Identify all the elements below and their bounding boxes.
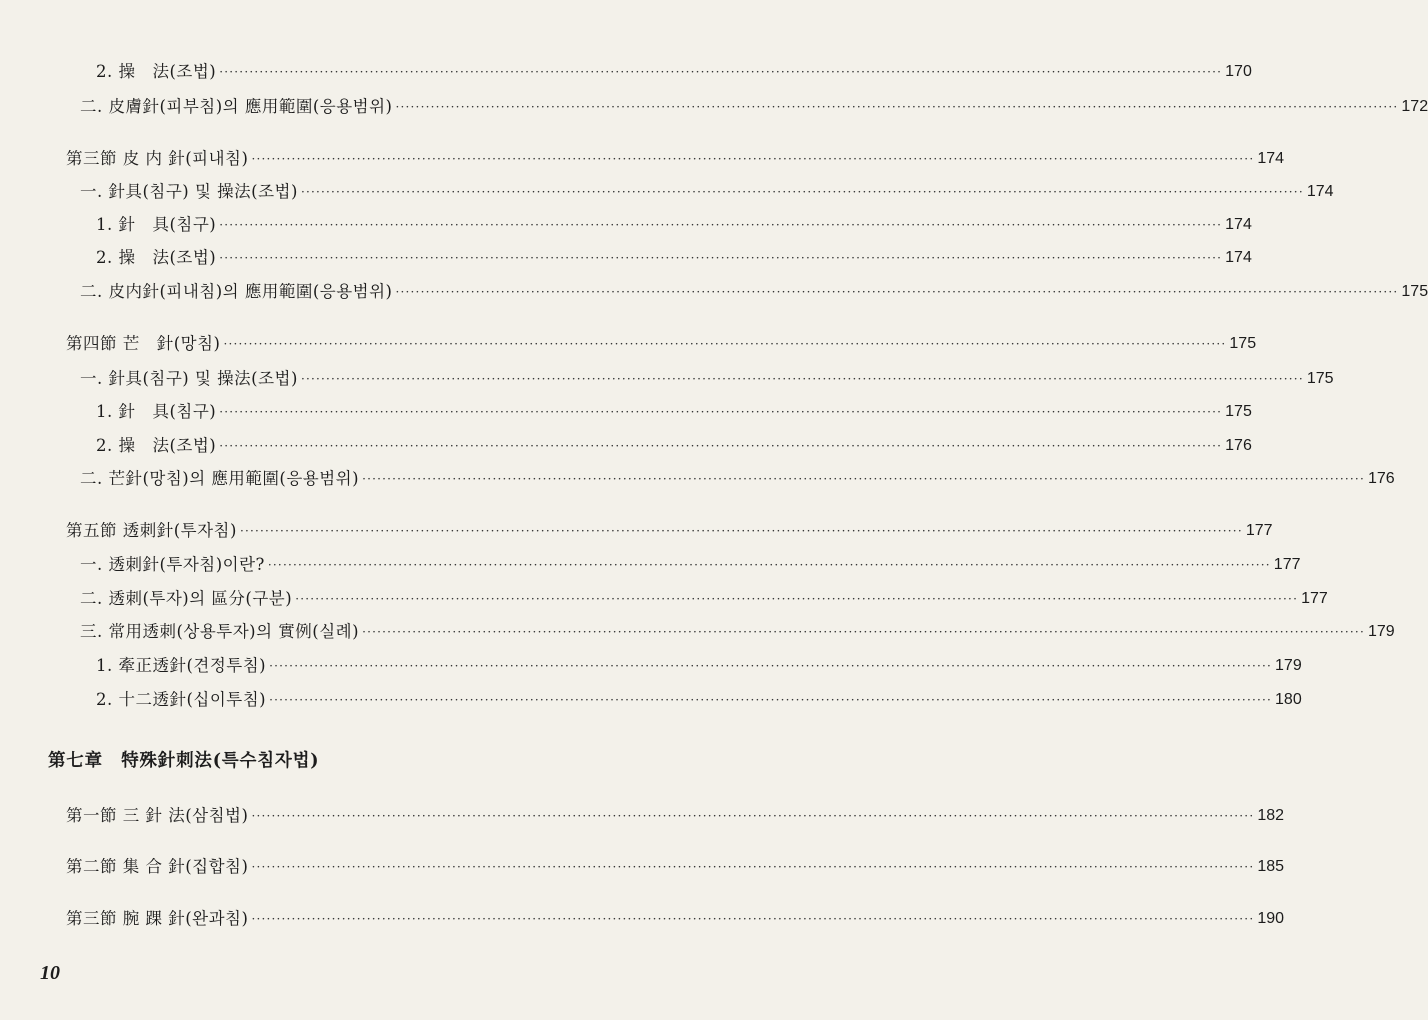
- entry-page: 175: [1225, 403, 1252, 420]
- entry-page: 175: [1401, 283, 1428, 300]
- entry-label: 2. 操 法(조법): [96, 62, 217, 81]
- entry-label: 一. 透刺針(투자침)이란?: [80, 555, 265, 574]
- leader-dots: ········································································································································································································: [219, 65, 1223, 79]
- leader-dots: ········································································································································································································: [267, 558, 1271, 572]
- toc-entry: [80, 361, 1334, 389]
- leader-dots: ········································································································································································································: [219, 405, 1223, 419]
- entry-page: 172: [1401, 98, 1428, 115]
- entry-page: 174: [1257, 150, 1285, 167]
- entry-label: 第三節 皮 内 針(피내침): [66, 149, 249, 168]
- entry-page: 176: [1225, 437, 1252, 454]
- leader-dots: ········································································································································································································: [362, 625, 1365, 639]
- toc-entry: [96, 648, 1302, 676]
- entry-page: 174: [1306, 183, 1334, 200]
- entry-label: 第三節 腕 踝 針(완과침): [66, 909, 249, 928]
- entry-label: 二. 芒針(망침)의 應用範圍(응용범위): [80, 469, 360, 488]
- leader-dots: ········································································································································································································: [269, 659, 1273, 673]
- leader-dots: ········································································································································································································: [251, 860, 1255, 874]
- toc-entry: [80, 89, 1428, 117]
- toc-entry: [96, 682, 1302, 710]
- leader-dots: ········································································································································································································: [362, 472, 1365, 486]
- toc-entry: [66, 513, 1273, 541]
- leader-dots: ········································································································································································································: [219, 439, 1223, 453]
- leader-dots: ········································································································································································································: [300, 185, 1304, 199]
- leader-dots: ········································································································································································································: [251, 912, 1255, 926]
- toc-entry: [80, 614, 1395, 642]
- entry-label: 第五節 透刺針(투자침): [66, 521, 237, 540]
- leader-dots: ········································································································································································································: [269, 693, 1273, 707]
- entry-label: 一. 針具(침구) 및 操法(조법): [80, 369, 298, 388]
- entry-page: 174: [1225, 249, 1252, 266]
- entry-label: 2. 十二透針(십이투침): [96, 690, 267, 709]
- toc-entry: [66, 798, 1285, 826]
- entry-page: 176: [1367, 470, 1395, 487]
- entry-label: 1. 牽正透針(견정투침): [96, 656, 267, 675]
- entry-label: 1. 針 具(침구): [96, 402, 217, 421]
- entry-label: 2. 操 法(조법): [96, 248, 217, 267]
- entry-page: 177: [1301, 590, 1328, 607]
- entry-label: 第一節 三 針 法(삼침법): [66, 806, 249, 825]
- entry-page: 190: [1257, 910, 1285, 927]
- entry-page: 182: [1257, 807, 1285, 824]
- toc-entry: [96, 428, 1252, 456]
- entry-label: 2. 操 法(조법): [96, 436, 217, 455]
- toc-entry: [96, 240, 1252, 268]
- leader-dots: ········································································································································································································: [395, 100, 1399, 114]
- toc-entry: [80, 174, 1334, 202]
- entry-page: 180: [1275, 691, 1302, 708]
- toc-entry: [80, 461, 1395, 489]
- entry-page: 174: [1225, 216, 1252, 233]
- toc-entry: [80, 547, 1301, 575]
- leader-dots: ········································································································································································································: [395, 285, 1399, 299]
- leader-dots: ········································································································································································································: [239, 524, 1243, 538]
- entry-label: 二. 透刺(투자)의 區分(구분): [80, 589, 293, 608]
- entry-label: 一. 針具(침구) 및 操法(조법): [80, 182, 298, 201]
- toc-entry: [80, 274, 1428, 302]
- leader-dots: ········································································································································································································: [295, 592, 1299, 606]
- entry-page: 177: [1245, 522, 1273, 539]
- leader-dots: ········································································································································································································: [251, 152, 1255, 166]
- toc-entry: [66, 141, 1285, 169]
- entry-label: 第四節 芒 針(망침): [66, 334, 221, 353]
- entry-label: 二. 皮内針(피내침)의 應用範圍(응용범위): [80, 282, 393, 301]
- entry-label: 三. 常用透刺(상용투자)의 實例(실례): [80, 622, 360, 641]
- entry-page: 175: [1229, 335, 1257, 352]
- toc-entry: [66, 849, 1285, 877]
- toc-entry: [96, 54, 1252, 82]
- chapter-heading: 第七章 特殊針刺法(특수침자법): [48, 751, 320, 771]
- entry-page: 179: [1275, 657, 1302, 674]
- entry-label: 二. 皮膚針(피부침)의 應用範圍(응용범위): [80, 97, 393, 116]
- toc-entry: [80, 581, 1328, 609]
- leader-dots: ········································································································································································································: [300, 372, 1304, 386]
- leader-dots: ········································································································································································································: [223, 337, 1227, 351]
- entry-page: 175: [1306, 370, 1334, 387]
- page-number: 10: [40, 962, 60, 984]
- toc-entry: [66, 901, 1285, 929]
- toc-entry: [66, 326, 1257, 354]
- entry-page: 185: [1257, 858, 1285, 875]
- toc-entry: [96, 394, 1252, 422]
- toc-entry: [96, 207, 1252, 235]
- leader-dots: ········································································································································································································: [251, 809, 1255, 823]
- entry-label: 第二節 集 合 針(집합침): [66, 857, 249, 876]
- entry-page: 170: [1225, 63, 1252, 80]
- entry-page: 177: [1273, 556, 1301, 573]
- entry-page: 179: [1367, 623, 1395, 640]
- leader-dots: ········································································································································································································: [219, 251, 1223, 265]
- entry-label: 1. 針 具(침구): [96, 215, 217, 234]
- leader-dots: ········································································································································································································: [219, 218, 1223, 232]
